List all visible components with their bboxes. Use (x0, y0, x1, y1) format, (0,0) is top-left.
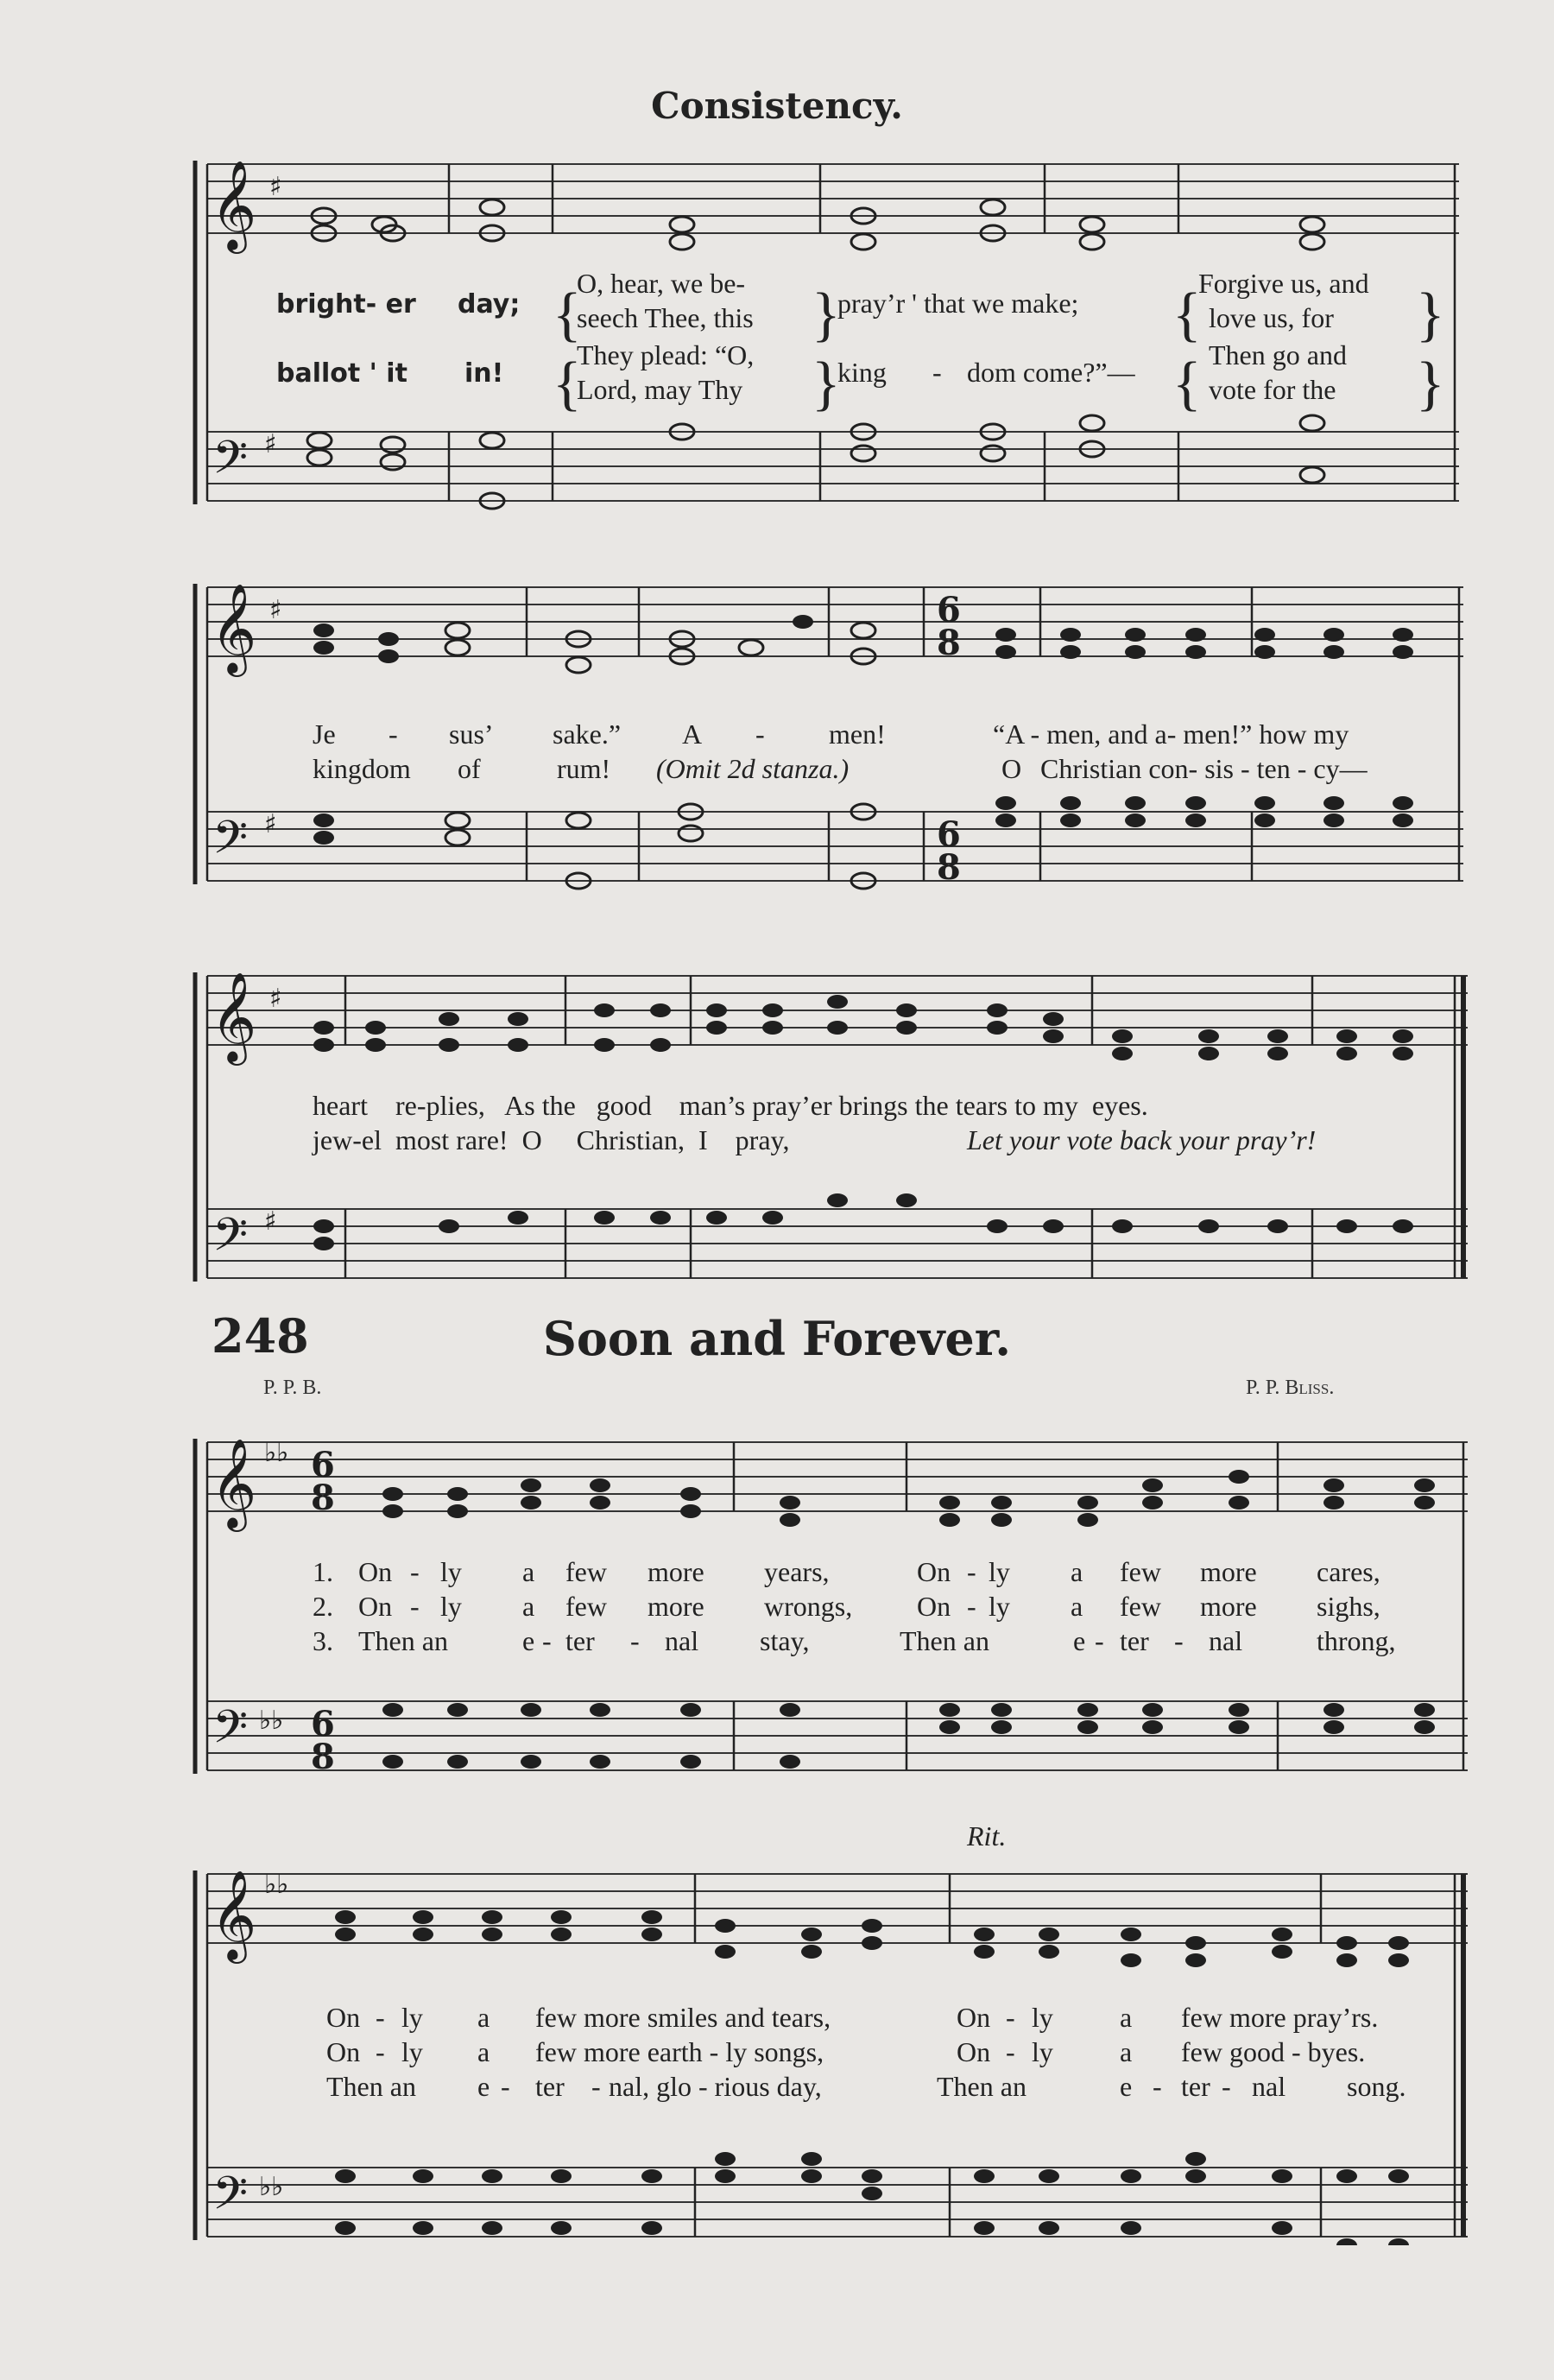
verse-number: 1. (313, 1556, 333, 1587)
lyric-word: - (630, 1625, 640, 1656)
lyric-word: a (1071, 1591, 1083, 1622)
lyric-word: nal, glo - rious day, (609, 2071, 822, 2102)
lyric-word: - (967, 1591, 976, 1622)
lyric-word: more (648, 1591, 704, 1622)
treble-clef-icon: 𝄞 (211, 160, 257, 250)
lyric-line: seech Thee, this (577, 302, 754, 333)
lyric-word: On (326, 2002, 361, 2033)
lyric-word: men! (829, 718, 886, 750)
lyric-word: a (522, 1556, 535, 1587)
lyric-line: heart re-plies, As the good man’s pray’er brings the tears to my eyes. (313, 1090, 1148, 1121)
lyric-line: pray’r ' that we make; (837, 288, 1079, 319)
bass-clef-icon: 𝄢 (212, 2168, 249, 2231)
bass-clef-icon: 𝄢 (212, 432, 249, 496)
lyric-word: kingdom (313, 753, 411, 784)
brace-symbol: { (1172, 282, 1202, 348)
verse-number: 3. (313, 1625, 333, 1656)
lyric-line: bright- er (276, 289, 416, 320)
lyric-word: - (1095, 1625, 1104, 1656)
sharp-icon: ♯ (264, 1206, 277, 1237)
lyric-word: few (1120, 1591, 1161, 1622)
lyric-line: - (932, 357, 942, 388)
lyric-word: Then an (326, 2071, 416, 2102)
lyric-word: - (410, 1556, 420, 1587)
lyric-word: ly (989, 1591, 1010, 1622)
bass-clef-icon: 𝄢 (212, 1701, 249, 1765)
lyric-line: dom come?”— (967, 357, 1135, 388)
lyric-line: in! (464, 358, 504, 389)
lyric-word: - (1006, 2036, 1015, 2067)
lyric-word: A (682, 718, 703, 750)
lyric-word: a (477, 2002, 490, 2033)
lyric-line: love us, for (1209, 302, 1334, 333)
sharp-icon: ♯ (264, 809, 277, 839)
treble-clef-icon: 𝄞 (211, 972, 257, 1062)
lyric-word: more (1200, 1591, 1257, 1622)
lyric-line: king (837, 357, 887, 388)
time-signature-denominator: 8 (311, 1478, 335, 1518)
brace-symbol: } (812, 282, 841, 348)
lyric-word: On (917, 1556, 951, 1587)
lyric-word: a (1120, 2002, 1133, 2033)
sharp-icon: ♯ (269, 172, 282, 202)
lyric-line: Then go and (1209, 339, 1347, 370)
lyric-word: more (648, 1556, 704, 1587)
lyric-word: throng, (1317, 1625, 1396, 1656)
lyric-word: Je (313, 718, 336, 750)
lyric-word: few good - byes. (1181, 2036, 1366, 2067)
treble-clef-icon: 𝄞 (211, 1438, 257, 1529)
lyric-word: e (1073, 1625, 1086, 1656)
hymn-number: 248 (212, 1308, 309, 1364)
lyric-word: On (917, 1591, 951, 1622)
lyric-line: They plead: “O, (577, 339, 755, 370)
lyric-word: sus’ (449, 718, 494, 750)
flat-icon: ♭♭ (259, 2172, 284, 2202)
lyric-word: rum! (557, 753, 611, 784)
notes (313, 995, 1413, 1250)
lyric-word: sighs, (1317, 1591, 1380, 1622)
lyric-word: ly (401, 2036, 423, 2067)
lyric-word: ly (1032, 2036, 1053, 2067)
music-system-3 (0, 941, 1554, 1304)
treble-clef-icon: 𝄞 (211, 583, 257, 674)
flat-icon: ♭♭ (259, 1706, 284, 1736)
lyric-word: - (1006, 2002, 1015, 2033)
notes (335, 1910, 1409, 2245)
bass-clef-icon: 𝄢 (212, 1209, 249, 1273)
brace-symbol: } (1416, 351, 1445, 417)
hymn-title-consistency: Consistency. (651, 85, 903, 127)
flat-icon: ♭♭ (264, 1438, 289, 1468)
lyric-line: Forgive us, and (1198, 268, 1369, 299)
lyric-line: O, hear, we be- (577, 268, 746, 299)
sharp-icon: ♯ (269, 984, 282, 1014)
lyric-word: ly (401, 2002, 423, 2033)
lyric-line: vote for the (1209, 374, 1336, 405)
lyric-word: - (376, 2036, 385, 2067)
lyric-word: Then an (937, 2071, 1027, 2102)
bass-staff (207, 432, 1459, 501)
lyric-word: more (1200, 1556, 1257, 1587)
sharp-icon: ♯ (269, 595, 282, 625)
lyric-line: Lord, may Thy (577, 374, 743, 405)
lyric-line: day; (458, 289, 521, 320)
brace-symbol: } (1416, 282, 1445, 348)
lyric-word: nal (665, 1625, 699, 1656)
sharp-icon: ♯ (264, 429, 277, 459)
treble-clef-icon: 𝄞 (211, 1870, 257, 1960)
lyric-word: few (565, 1591, 607, 1622)
lyric-word: - (410, 1591, 420, 1622)
lyric-word: ter (535, 2071, 565, 2102)
lyric-word: ly (440, 1556, 462, 1587)
brace-symbol: { (553, 282, 582, 348)
lyric-word: sake.” (553, 718, 622, 750)
lyric-word: a (1071, 1556, 1083, 1587)
lyric-word: song. (1347, 2071, 1406, 2102)
lyric-word: wrongs, (764, 1591, 853, 1622)
lyric-word: - (501, 2071, 510, 2102)
lyric-word: few more earth - ly songs, (535, 2036, 824, 2067)
lyric-word: ly (1032, 2002, 1053, 2033)
brace-symbol: { (553, 351, 582, 417)
brace-symbol: { (1172, 351, 1202, 417)
lyric-word: a (522, 1591, 535, 1622)
lyric-word: - (1222, 2071, 1231, 2102)
time-signature-numerator: 6 (937, 590, 961, 630)
lyric-line: Let your vote back your pray’r! (967, 1124, 1317, 1155)
lyric-word: of (458, 753, 481, 784)
lyric-word: Then an (358, 1625, 448, 1656)
hymn-title-soon-and-forever: Soon and Forever. (542, 1311, 1012, 1366)
lyric-word: few more pray’rs. (1181, 2002, 1379, 2033)
lyric-word: - (388, 718, 398, 750)
lyric-word: - (542, 1625, 552, 1656)
lyric-word: ly (989, 1556, 1010, 1587)
lyric-word: ly (440, 1591, 462, 1622)
lyric-word: ter (565, 1625, 595, 1656)
lyric-word: nal (1252, 2071, 1286, 2102)
lyric-word: a (1120, 2036, 1133, 2067)
time-signature-denominator: 8 (937, 847, 961, 888)
lyric-word: (Omit 2d stanza.) (656, 753, 850, 784)
lyric-word: On (358, 1556, 393, 1587)
author-initials: P. P. B. (263, 1377, 322, 1399)
lyric-word: few (565, 1556, 607, 1587)
lyric-word: On (957, 2002, 991, 2033)
lyric-word: ter (1120, 1625, 1149, 1656)
lyric-word: Christian con- sis - ten - cy— (1040, 753, 1368, 784)
lyric-word: - (591, 2071, 601, 2102)
bass-clef-icon: 𝄢 (212, 812, 249, 876)
brace-symbol: } (812, 351, 841, 417)
lyric-word: - (755, 718, 765, 750)
lyric-line: ballot ' it (276, 358, 407, 389)
lyric-word: - (376, 2002, 385, 2033)
lyric-word: - (1153, 2071, 1162, 2102)
lyric-word: stay, (760, 1625, 810, 1656)
lyric-word: e (522, 1625, 535, 1656)
lyric-word: e (477, 2071, 490, 2102)
lyric-word: a (477, 2036, 490, 2067)
lyric-word: years, (764, 1556, 830, 1587)
time-signature-numerator: 6 (311, 1704, 335, 1744)
composer-name: P. P. Bliss. (1246, 1377, 1335, 1399)
lyric-word: Then an (900, 1625, 989, 1656)
lyric-word: “A - men, and a- men!” how my (993, 718, 1349, 750)
lyric-line: jew-el most rare! O Christian, I pray, (313, 1124, 790, 1155)
lyric-word: On (358, 1591, 393, 1622)
lyric-word: - (1174, 1625, 1184, 1656)
lyric-word: O (1001, 753, 1022, 784)
verse-number: 2. (313, 1591, 333, 1622)
tempo-marking: Rit. (967, 1820, 1007, 1851)
lyric-word: ter (1181, 2071, 1210, 2102)
lyric-word: few (1120, 1556, 1161, 1587)
time-signature-denominator: 8 (937, 623, 961, 663)
flat-icon: ♭♭ (264, 1870, 289, 1900)
lyric-word: On (957, 2036, 991, 2067)
time-signature-numerator: 6 (937, 814, 961, 855)
lyric-word: On (326, 2036, 361, 2067)
time-signature-denominator: 8 (311, 1737, 335, 1777)
lyric-word: e (1120, 2071, 1133, 2102)
lyric-word: cares, (1317, 1556, 1380, 1587)
lyric-word: - (967, 1556, 976, 1587)
lyric-word: few more smiles and tears, (535, 2002, 831, 2033)
lyric-word: nal (1209, 1625, 1243, 1656)
time-signature-numerator: 6 (311, 1445, 335, 1485)
